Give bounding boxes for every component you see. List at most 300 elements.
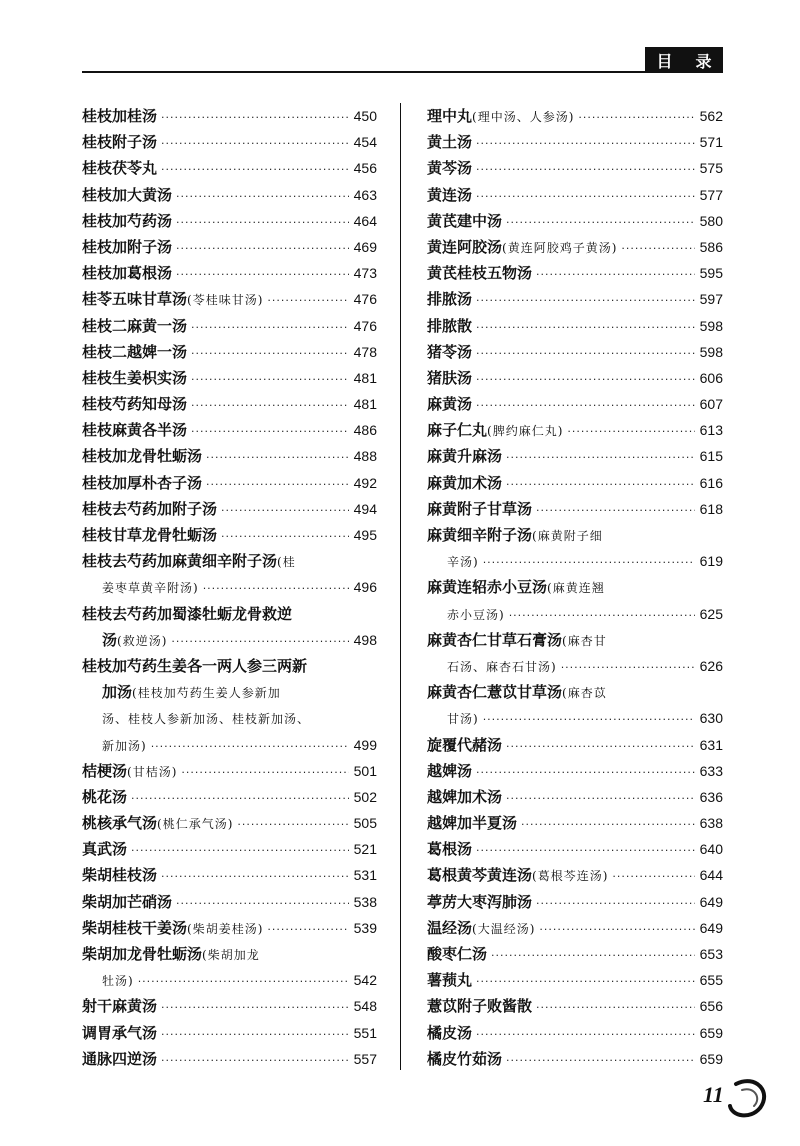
toc-entry-alias: (麻杏甘 (562, 633, 607, 648)
toc-entry-page-number: 656 (699, 998, 723, 1015)
toc-entry-line (82, 470, 377, 496)
dot-leader (476, 367, 695, 393)
toc-entry[interactable] (82, 1046, 377, 1072)
toc-entry-title-text: 麻黄附子甘草汤 (427, 499, 533, 518)
toc-entry-page-number: 597 (699, 291, 723, 308)
toc-entry-title (427, 286, 472, 312)
toc-entry[interactable] (82, 313, 377, 339)
dot-leader (476, 288, 695, 314)
toc-entry-title (427, 365, 472, 391)
toc-entry-title-text: 桂枝去芍药加蜀漆牡蛎龙骨救逆 (82, 604, 293, 623)
toc-entry[interactable] (427, 941, 723, 967)
toc-entry-line (82, 967, 377, 993)
toc-entry-page-number: 607 (699, 396, 723, 413)
dot-leader (476, 131, 695, 157)
toc-entry-title-text: 桂枝麻黄各半汤 (82, 421, 188, 440)
toc-entry[interactable] (427, 365, 723, 391)
toc-entry-page-number: 630 (699, 710, 723, 727)
toc-entry-alias: (葛根芩连汤) (532, 869, 609, 884)
toc-entry[interactable] (82, 1020, 377, 1046)
toc-entry-page-number: 644 (699, 867, 723, 884)
dot-leader (181, 760, 349, 786)
toc-entry-alias: 甘汤) (447, 712, 479, 727)
toc-entry-line (427, 155, 723, 181)
toc-entry-page-number: 478 (353, 343, 377, 360)
toc-entry-page-number: 571 (699, 134, 723, 151)
toc-entry-page-number: 505 (353, 815, 377, 832)
dot-leader (176, 236, 349, 262)
toc-entry-line (82, 836, 377, 862)
toc-entry-title (427, 627, 607, 654)
toc-entry[interactable] (82, 915, 377, 941)
toc-entry-alias: (柴胡姜桂汤) (187, 921, 264, 936)
toc-entry-line (82, 941, 377, 967)
dot-leader (476, 184, 695, 210)
toc-entry[interactable] (427, 391, 723, 417)
toc-entry-title (427, 208, 502, 234)
toc-entry[interactable] (82, 758, 377, 784)
toc-right-column (427, 103, 723, 1072)
dot-leader (161, 1022, 349, 1048)
toc-entry-alias: (桂 (277, 555, 296, 570)
toc-entry-title (427, 443, 502, 469)
dot-leader (191, 419, 349, 445)
swirl-ornament-icon (722, 1076, 770, 1122)
toc-entry[interactable] (82, 941, 377, 993)
toc-entry-title (82, 758, 177, 785)
toc-entry-alias: (柴胡加龙 (202, 948, 260, 962)
toc-entry-title (82, 365, 187, 391)
toc-entry-page-number: 649 (699, 893, 723, 910)
toc-entry[interactable] (82, 784, 377, 810)
toc-entry-page-number: 495 (353, 527, 377, 543)
toc-entry-title (427, 758, 472, 784)
toc-entry-line (82, 339, 377, 365)
toc-entry-title (427, 967, 472, 993)
toc-entry-title-text: 黄芪桂枝五物汤 (427, 264, 533, 283)
toc-entry[interactable] (427, 784, 723, 810)
toc-entry-title-text: 桂枝加芍药生姜各一两人参三两新 (82, 656, 308, 675)
toc-entry-alias: (脾约麻仁丸) (487, 424, 564, 439)
toc-entry-page-number: 562 (699, 108, 723, 124)
toc-entry[interactable] (82, 862, 377, 888)
toc-entry-page-number: 496 (353, 579, 377, 596)
toc-entry-line (427, 941, 723, 967)
toc-entry-title-text: 猪苓汤 (427, 342, 473, 361)
toc-entry-title (427, 1046, 502, 1072)
toc-entry-line (82, 993, 377, 1019)
toc-entry-title (427, 103, 574, 130)
toc-entry-page-number: 655 (699, 972, 723, 989)
toc-entry-line (427, 967, 723, 993)
dot-leader (176, 210, 349, 236)
toc-entry-page-number: 494 (353, 500, 377, 517)
toc-entry-line (427, 182, 723, 208)
toc-entry-title (427, 391, 472, 417)
dot-leader (203, 576, 349, 602)
toc-entry-alias: 新加汤) (102, 738, 147, 753)
toc-entry[interactable] (427, 129, 723, 155)
toc-entry-page-number: 580 (699, 212, 723, 229)
dot-leader (483, 707, 695, 733)
toc-entry-title (82, 862, 157, 888)
dot-leader (476, 315, 695, 341)
toc-entry-line (427, 1020, 723, 1046)
toc-entry-title (82, 313, 187, 339)
toc-entry[interactable] (82, 653, 377, 758)
toc-entry[interactable] (427, 967, 723, 993)
toc-entry-title-text: 薯蓣丸 (427, 971, 473, 990)
dot-leader (621, 236, 695, 262)
toc-entry-title (82, 286, 263, 313)
toc-entry-page-number: 498 (353, 631, 377, 648)
toc-entry[interactable] (82, 836, 377, 862)
toc-entry-title-text: 桂枝芍药知母汤 (82, 395, 188, 414)
toc-entry-page-number: 613 (699, 422, 723, 439)
toc-entry-title (427, 339, 472, 365)
toc-entry-title (82, 784, 127, 810)
toc-entry-title-text: 麻黄杏仁薏苡甘草汤 (427, 683, 563, 702)
toc-entry-title (102, 732, 147, 759)
toc-entry-title (102, 679, 281, 706)
toc-entry[interactable] (82, 260, 377, 286)
toc-entry-title (82, 810, 233, 837)
toc-entry-title-text: 桂枝生姜枳实汤 (82, 368, 188, 387)
toc-entry-title (427, 836, 472, 862)
dot-leader (476, 341, 695, 367)
toc-entry-title-text: 桂枝二越婢一汤 (82, 342, 188, 361)
toc-entry[interactable] (82, 155, 377, 181)
column-divider (400, 103, 401, 1070)
toc-entry-page-number: 473 (353, 265, 377, 282)
toc-entry-alias: (大温经汤) (472, 921, 536, 936)
toc-entry[interactable] (427, 522, 723, 574)
section-header (645, 47, 723, 73)
toc-entry-page-number: 539 (353, 919, 377, 936)
toc-entry-title-text: 桂枝甘草龙骨牡蛎汤 (82, 526, 218, 544)
toc-entry[interactable] (82, 443, 377, 469)
toc-entry-title (427, 417, 563, 444)
toc-entry[interactable] (82, 417, 377, 443)
toc-entry-title (447, 705, 479, 732)
toc-entry[interactable] (82, 339, 377, 365)
toc-entry-line (427, 496, 723, 522)
toc-entry-title (427, 941, 487, 967)
toc-entry-title-text: 桃花汤 (82, 787, 128, 806)
toc-entry-alias: 汤、桂枝人参新加汤、桂枝新加汤、 (102, 712, 311, 727)
toc-entry-title-text: 真武汤 (82, 840, 128, 859)
toc-entry-title-text: 桂枝二麻黄一汤 (82, 316, 188, 335)
toc-entry-title-text: 桂枝加厚朴杏子汤 (82, 473, 203, 492)
toc-entry-title-text: 射干麻黄汤 (82, 997, 158, 1016)
toc-entry-page-number: 659 (699, 1050, 723, 1067)
header-rule (82, 71, 722, 73)
toc-entry-line (82, 732, 377, 758)
toc-entry[interactable] (82, 286, 377, 312)
toc-entry-title-text: 黄连阿胶汤 (427, 237, 503, 256)
dot-leader (506, 210, 695, 236)
toc-entry-title-text: 桂枝加葛根汤 (82, 264, 173, 283)
toc-entry-line (427, 705, 723, 731)
toc-entry-title (427, 522, 603, 549)
dot-leader (206, 472, 349, 498)
toc-entry-title (82, 653, 307, 679)
toc-entry-title-text: 桂枝去芍药加麻黄细辛附子汤 (82, 552, 278, 571)
toc-entry-title-text: 橘皮汤 (427, 1023, 473, 1042)
toc-entry-line (82, 103, 377, 129)
toc-entry[interactable] (82, 129, 377, 155)
toc-entry[interactable] (427, 758, 723, 784)
toc-entry-page-number: 538 (353, 893, 377, 910)
toc-entry-page-number: 492 (353, 474, 377, 491)
toc-entry[interactable] (427, 182, 723, 208)
dot-leader (521, 812, 695, 838)
toc-entry-line (82, 417, 377, 443)
toc-entry-line (427, 260, 723, 286)
toc-entry-title-text: 柴胡桂枝汤 (82, 866, 158, 885)
toc-entry-title-text: 桂苓五味甘草汤 (82, 290, 188, 309)
toc-entry-line (427, 993, 723, 1019)
dot-leader (161, 864, 349, 890)
toc-entry-page-number: 636 (699, 788, 723, 805)
toc-entry[interactable] (427, 496, 723, 522)
toc-entry-title (82, 129, 157, 155)
dot-leader (506, 786, 695, 812)
toc-entry-alias: 石汤、麻杏石甘汤) (447, 659, 557, 674)
toc-entry-line (427, 1046, 723, 1072)
toc-entry-title (427, 155, 472, 181)
toc-entry-line (82, 129, 377, 155)
toc-entry-page-number: 542 (353, 972, 377, 989)
toc-entry[interactable] (427, 286, 723, 312)
toc-entry-page-number: 531 (353, 867, 377, 884)
toc-entry[interactable] (82, 496, 377, 522)
dot-leader (191, 393, 349, 419)
toc-entry-title-text: 排脓散 (427, 316, 473, 335)
toc-entry-line (82, 1020, 377, 1046)
toc-entry-title (427, 993, 532, 1019)
toc-entry-title (82, 339, 187, 365)
toc-entry-page-number: 548 (353, 998, 377, 1015)
toc-entry-line (82, 915, 377, 941)
toc-entry[interactable] (427, 993, 723, 1019)
dot-leader (612, 864, 695, 890)
toc-entry-alias: (救逆汤) (117, 633, 168, 648)
toc-entry-title (82, 993, 157, 1019)
dot-leader (506, 1048, 695, 1074)
toc-entry-line (427, 417, 723, 443)
dot-leader (506, 734, 695, 760)
page-number: 11 (703, 1082, 724, 1107)
toc-entry-line (82, 365, 377, 391)
toc-entry-title-text: 越婢加半夏汤 (427, 814, 518, 833)
dot-leader (536, 262, 695, 288)
toc-entry-page-number: 649 (699, 919, 723, 936)
toc-entry-line (427, 470, 723, 496)
toc-entry-title-text: 麻子仁丸 (427, 421, 488, 440)
toc-entry-title-text: 桂枝加附子汤 (82, 237, 173, 256)
toc-entry[interactable] (82, 365, 377, 391)
dot-leader (171, 629, 349, 655)
toc-entry[interactable] (427, 103, 723, 129)
toc-entry[interactable] (427, 574, 723, 626)
toc-entry[interactable] (82, 601, 377, 653)
section-header-label-left: 目 (656, 51, 673, 71)
toc-entry[interactable] (427, 627, 723, 679)
toc-entry-line (82, 391, 377, 417)
toc-entry-page-number: 481 (353, 396, 377, 413)
toc-entry-title-text: 葛根黄芩黄连汤 (427, 866, 533, 885)
toc-entry-title (82, 522, 217, 548)
toc-entry-title-text: 旋覆代赭汤 (427, 735, 503, 754)
toc-entry-alias: (甘桔汤) (127, 764, 178, 779)
toc-entry[interactable] (427, 889, 723, 915)
dot-leader (506, 445, 695, 471)
toc-entry-title (82, 601, 292, 627)
toc-entry-line (427, 234, 723, 260)
toc-entry-page-number: 501 (353, 762, 377, 779)
toc-entry-line (427, 758, 723, 784)
toc-entry-line (82, 155, 377, 181)
toc-entry-line (427, 862, 723, 888)
toc-entry[interactable] (427, 260, 723, 286)
toc-entry-page-number: 659 (699, 1024, 723, 1041)
dot-leader (578, 105, 695, 131)
toc-entry[interactable] (427, 339, 723, 365)
toc-left-column (82, 103, 377, 1072)
toc-entry-line (427, 889, 723, 915)
dot-leader (476, 157, 695, 183)
toc-entry-title-text: 桂枝加龙骨牡蛎汤 (82, 447, 203, 466)
toc-entry-line (82, 627, 377, 653)
dot-leader (561, 655, 695, 681)
toc-entry[interactable] (427, 208, 723, 234)
toc-entry-alias: (桃仁承气汤) (157, 817, 234, 832)
toc-entry-line (427, 522, 723, 548)
toc-entry-page-number: 486 (353, 422, 377, 439)
toc-entry[interactable] (82, 522, 377, 548)
toc-entry-line (82, 679, 377, 705)
toc-entry-title (82, 234, 172, 260)
toc-entry[interactable] (427, 313, 723, 339)
toc-entry[interactable] (427, 417, 723, 443)
toc-entry[interactable] (427, 862, 723, 888)
toc-entry-page-number: 551 (353, 1024, 377, 1041)
toc-entry[interactable] (82, 234, 377, 260)
toc-entry-title (427, 915, 535, 942)
toc-entry-line (427, 601, 723, 627)
dot-leader (476, 969, 695, 995)
toc-entry[interactable] (427, 443, 723, 469)
toc-entry[interactable] (82, 103, 377, 129)
toc-entry-page-number: 450 (353, 108, 377, 124)
toc-entry[interactable] (427, 915, 723, 941)
toc-entry-page-number: 619 (699, 553, 723, 570)
dot-leader (161, 1048, 349, 1074)
toc-entry-title (447, 548, 479, 575)
toc-entry-title (427, 679, 607, 706)
dot-leader (536, 498, 695, 524)
dot-leader (539, 917, 695, 943)
toc-entry[interactable] (82, 391, 377, 417)
toc-entry[interactable] (427, 810, 723, 836)
toc-entry[interactable] (82, 889, 377, 915)
toc-entry[interactable] (82, 810, 377, 836)
toc-entry-page-number: 463 (353, 186, 377, 203)
toc-entry[interactable] (427, 1020, 723, 1046)
dot-leader (176, 891, 349, 917)
dot-leader (161, 157, 349, 183)
toc-entry-title (82, 889, 172, 915)
toc-entry[interactable] (427, 1046, 723, 1072)
dot-leader (476, 393, 695, 419)
toc-entry[interactable] (427, 679, 723, 731)
toc-entry-line (427, 836, 723, 862)
toc-entry-page-number: 575 (699, 160, 723, 177)
toc-entry-title (82, 1046, 157, 1072)
toc-entry-title-text: 桂枝去芍药加附子汤 (82, 499, 218, 518)
toc-entry-title (82, 1020, 157, 1046)
toc-entry-page-number: 595 (699, 265, 723, 282)
toc-entry-title (102, 627, 167, 654)
toc-entry-page-number: 631 (699, 736, 723, 753)
toc-entry-alias: 姜枣草黄辛附汤) (102, 581, 199, 596)
toc-entry[interactable] (82, 548, 377, 600)
toc-entry-title (427, 182, 472, 208)
dot-leader (191, 367, 349, 393)
toc-entry-page-number: 633 (699, 762, 723, 779)
toc-entry-title-text: 葶苈大枣泻肺汤 (427, 892, 533, 911)
toc-entry[interactable] (82, 182, 377, 208)
toc-entry-title (82, 155, 157, 181)
toc-entry[interactable] (427, 155, 723, 181)
dot-leader (567, 419, 695, 445)
toc-entry-page-number: 464 (353, 212, 377, 229)
toc-entry-title-text: 桂枝茯苓丸 (82, 159, 158, 178)
toc-entry-page-number: 481 (353, 369, 377, 386)
toc-entry[interactable] (82, 208, 377, 234)
toc-entry-title (427, 784, 502, 810)
dot-leader (221, 524, 349, 550)
dot-leader (191, 341, 349, 367)
toc-entry[interactable] (427, 234, 723, 260)
dot-leader (483, 550, 695, 576)
toc-entry-line (82, 182, 377, 208)
dot-leader (176, 184, 349, 210)
toc-entry-page-number: 557 (353, 1050, 377, 1067)
toc-entry-line (82, 234, 377, 260)
toc-entry-title (102, 967, 134, 994)
toc-entry[interactable] (427, 470, 723, 496)
toc-entry-title-text: 桂枝加芍药汤 (82, 211, 173, 230)
toc-entry-page-number: 476 (353, 317, 377, 334)
toc-entry-title (82, 182, 172, 208)
toc-entry-title-text: 桂枝加大黄汤 (82, 185, 173, 204)
toc-entry-title-text: 黄芪建中汤 (427, 211, 503, 230)
toc-entry[interactable] (82, 470, 377, 496)
toc-entry[interactable] (427, 836, 723, 862)
toc-entry-line (427, 391, 723, 417)
toc-entry-title-text: 越婢加术汤 (427, 787, 503, 806)
toc-entry-title-text: 越婢汤 (427, 761, 473, 780)
toc-entry-line (82, 574, 377, 600)
toc-entry[interactable] (82, 993, 377, 1019)
dot-leader (206, 445, 349, 471)
toc-entry-title (447, 653, 557, 680)
toc-entry-title (82, 496, 217, 522)
toc-entry[interactable] (427, 732, 723, 758)
toc-entry-title (427, 496, 532, 522)
